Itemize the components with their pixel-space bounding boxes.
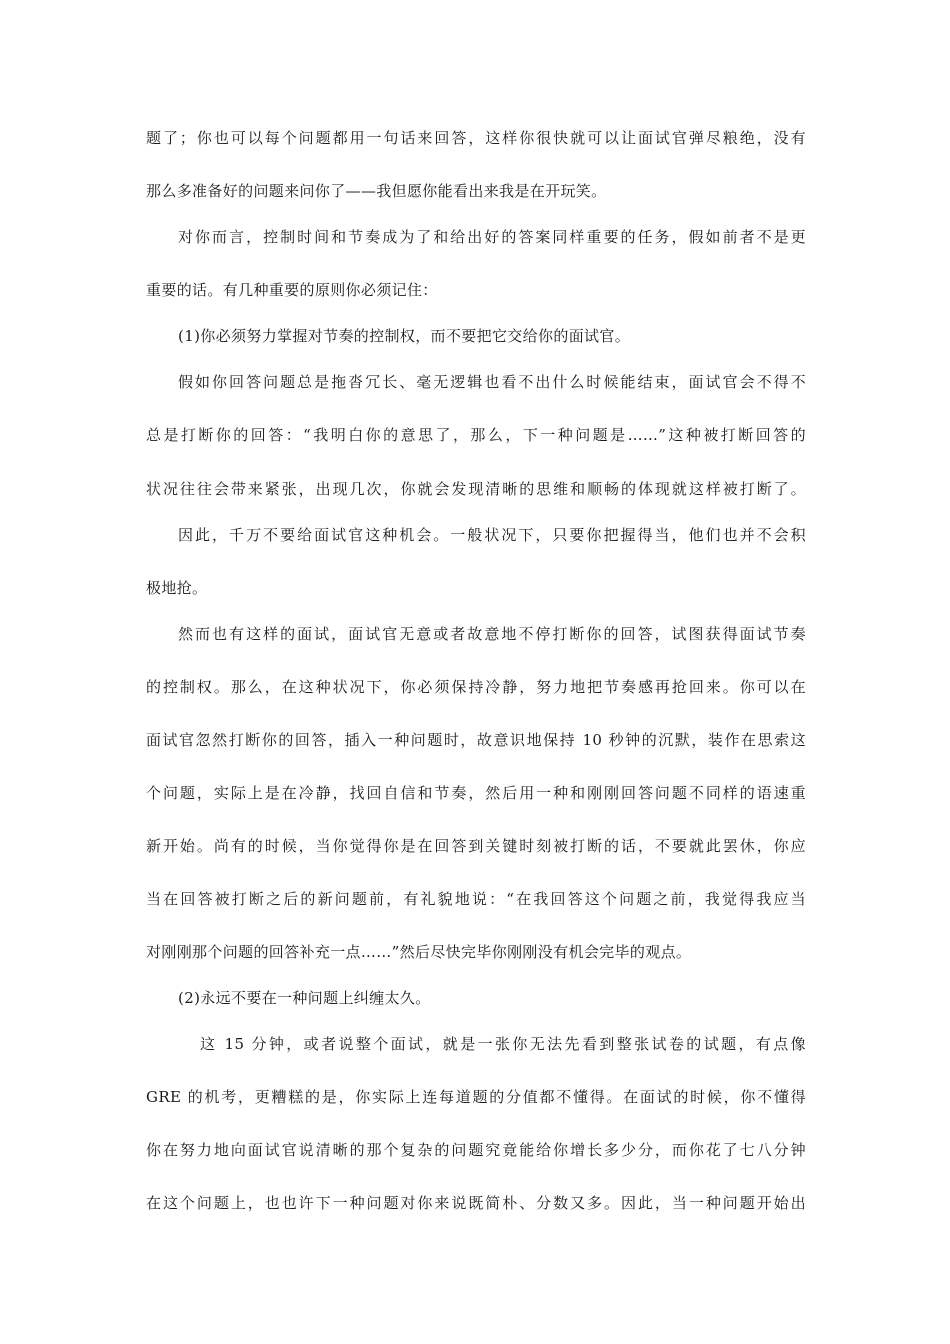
text-line: 对你而言，控制时间和节奏成为了和给出好的答案同样重要的任务，假如前者不是更	[178, 228, 806, 246]
text-line: 因此，千万不要给面试官这种机会。一般状况下，只要你把握得当，他们也并不会积	[178, 526, 806, 544]
text-line: 极地抢。	[146, 579, 208, 597]
text-line: (1)你必须努力掌握对节奏的控制权，而不要把它交给你的面试官。	[178, 327, 631, 345]
text-line: GRE 的机考，更糟糕的是，你实际上连每道题的分值都不懂得。在面试的时候，你不懂得	[146, 1088, 806, 1106]
text-line: 假如你回答问题总是拖沓冗长、毫无逻辑也看不出什么时候能结束，面试官会不得不	[178, 373, 806, 391]
text-line: 你在努力地向面试官说清晰的那个复杂的问题究竟能给你增长多少分，而你花了七八分钟	[146, 1141, 806, 1159]
text-line: 这 15 分钟，或者说整个面试，就是一张你无法先看到整张试卷的试题，有点像	[200, 1035, 806, 1053]
text-line: 当在回答被打断之后的新问题前，有礼貌地说：“在我回答这个问题之前，我觉得我应当	[146, 890, 806, 908]
text-line: 的控制权。那么，在这种状况下，你必须保持冷静，努力地把节奏感再抢回来。你可以在	[146, 678, 806, 696]
text-line: 题了；你也可以每个问题都用一句话来回答，这样你很快就可以让面试官弹尽粮绝，没有	[146, 129, 806, 147]
text-line: 新开始。尚有的时候，当你觉得你是在回答到关键时刻被打断的话，不要就此罢休，你应	[146, 837, 806, 855]
text-line: 然而也有这样的面试，面试官无意或者故意地不停打断你的回答，试图获得面试节奏	[178, 625, 806, 643]
text-line: 那么多准备好的问题来问你了——我但愿你能看出来我是在开玩笑。	[146, 182, 607, 200]
text-line: (2)永远不要在一种问题上纠缠太久。	[178, 989, 431, 1007]
text-line: 个问题，实际上是在冷静，找回自信和节奏，然后用一种和刚刚回答问题不同样的语速重	[146, 784, 806, 802]
text-line: 总是打断你的回答：“我明白你的意思了，那么，下一种问题是……”这种被打断回答的	[146, 426, 806, 444]
text-line: 重要的话。有几种重要的原则你必须记住：	[146, 281, 438, 299]
text-line: 在这个问题上，也也许下一种问题对你来说既简朴、分数又多。因此，当一种问题开始出	[146, 1194, 806, 1212]
text-line: 对刚刚那个问题的回答补充一点……”然后尽快完毕你刚刚没有机会完毕的观点。	[146, 943, 692, 961]
text-line: 状况往往会带来紧张，出现几次，你就会发现清晰的思维和顺畅的体现就这样被打断了。	[146, 480, 806, 498]
text-line: 面试官忽然打断你的回答，插入一种问题时，故意识地保持 10 秒钟的沉默，装作在思索这	[146, 731, 806, 749]
